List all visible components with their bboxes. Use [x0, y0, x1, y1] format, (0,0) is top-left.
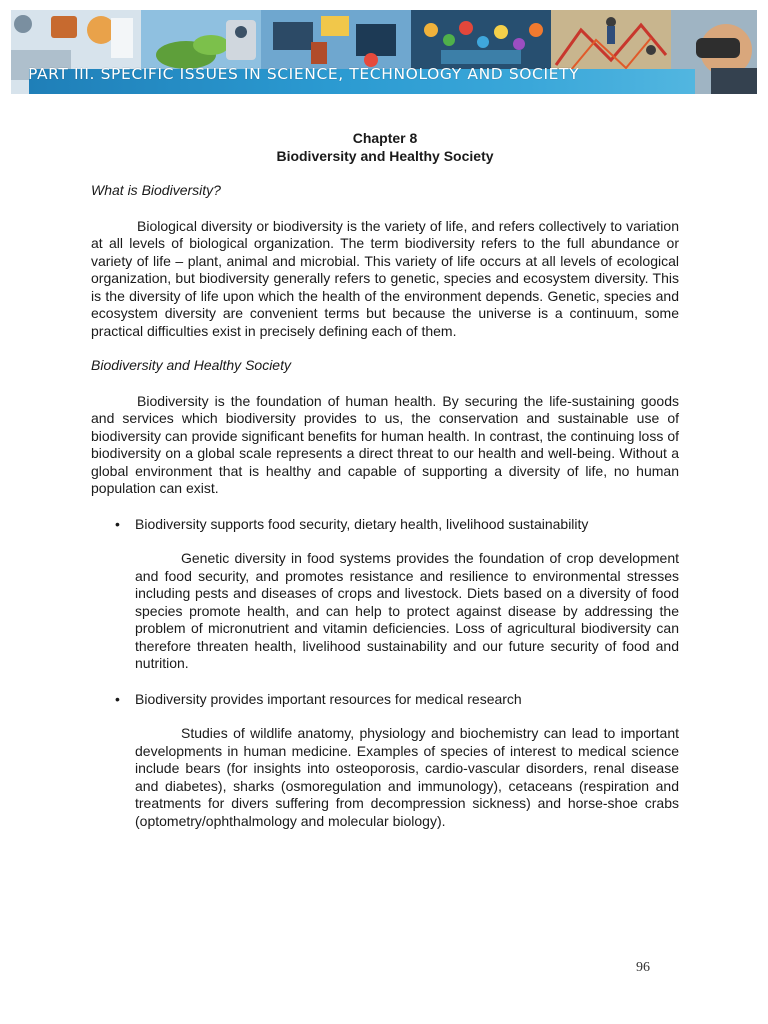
bullet-title-medical-research: Biodiversity provides important resources for medical research	[135, 690, 522, 707]
bullet-food-security	[91, 516, 679, 673]
bullet-medical-research	[91, 691, 679, 831]
section-heading-biodiversity-and-healthy-society: Biodiversity and Healthy Society	[91, 357, 291, 373]
bullet-title-food-security: Biodiversity supports food security, dietary health, livelihood sustainability	[135, 515, 589, 532]
section-heading-what-is-biodiversity: What is Biodiversity?	[91, 182, 221, 198]
bullet-marker: •	[115, 690, 120, 707]
banner-title: PART III. SPECIFIC ISSUES IN SCIENCE, TECHNOLOGY AND SOCIETY	[28, 65, 580, 83]
chapter-number: Chapter 8	[352, 130, 418, 146]
bullet-paragraph-medical-research: Studies of wildlife anatomy, physiology and biochemistry can lead to important developments in human medicine. Examples of species of interest to medical science include bears (for insights into osteoporosis, cardio-vascular disorders, renal disease and diabetes), sharks (osmoregulation and immunology), cetaceans (respiration and treatments for divers suffering from decompression sickness) and horse-shoe crabs (optometry/ophthalmology and molecular biology).	[135, 725, 679, 829]
bullet-paragraph-food-security: Genetic diversity in food systems provides the foundation of crop development and food security, and promotes resistance and resilience to environmental stresses including pests and diseases of crops and livestock. Diets based on a diversity of food species promote health, and can help to protect against disease by addressing the problem of micronutrient and vitamin deficiencies. Loss of agricultural biodiversity can therefore threaten health, livelihood sustainability and our future security of food and nutrition.	[135, 550, 679, 671]
bullet-marker: •	[115, 515, 120, 532]
paragraph-biodiversity-and-healthy-society: Biodiversity is the foundation of human health. By securing the life-sustaining goods and services which biodiversity provides to us, the conservation and sustainable use of biodiversity can provide significant benefits for human health. In contrast, the continuing loss of biodiversity on a global scale represents a direct threat to our health and well-being. Without a global environment that is healthy and capable of supporting a diversity of life, no human population can exist.	[91, 392, 679, 496]
paragraph-what-is-biodiversity: Biological diversity or biodiversity is the variety of life, and refers collectively to variation at all levels of biological organization. The term biodiversity refers to the full abundance or variety of life – plant, animal and microbial. This variety of life occurs at all levels of ecological organization, but biodiversity generally refers to genetic, species and ecosystem diversity. This is the diversity of life upon which the health of the environment depends. Genetic, species and ecosystem diversity are convenient terms but because the universe is a continuum, some practical difficulties exist in precisely defining each of them.	[91, 217, 679, 339]
page-content	[91, 130, 679, 830]
page-number: 96	[636, 960, 650, 975]
chapter-title: Biodiversity and Healthy Society	[276, 147, 494, 164]
